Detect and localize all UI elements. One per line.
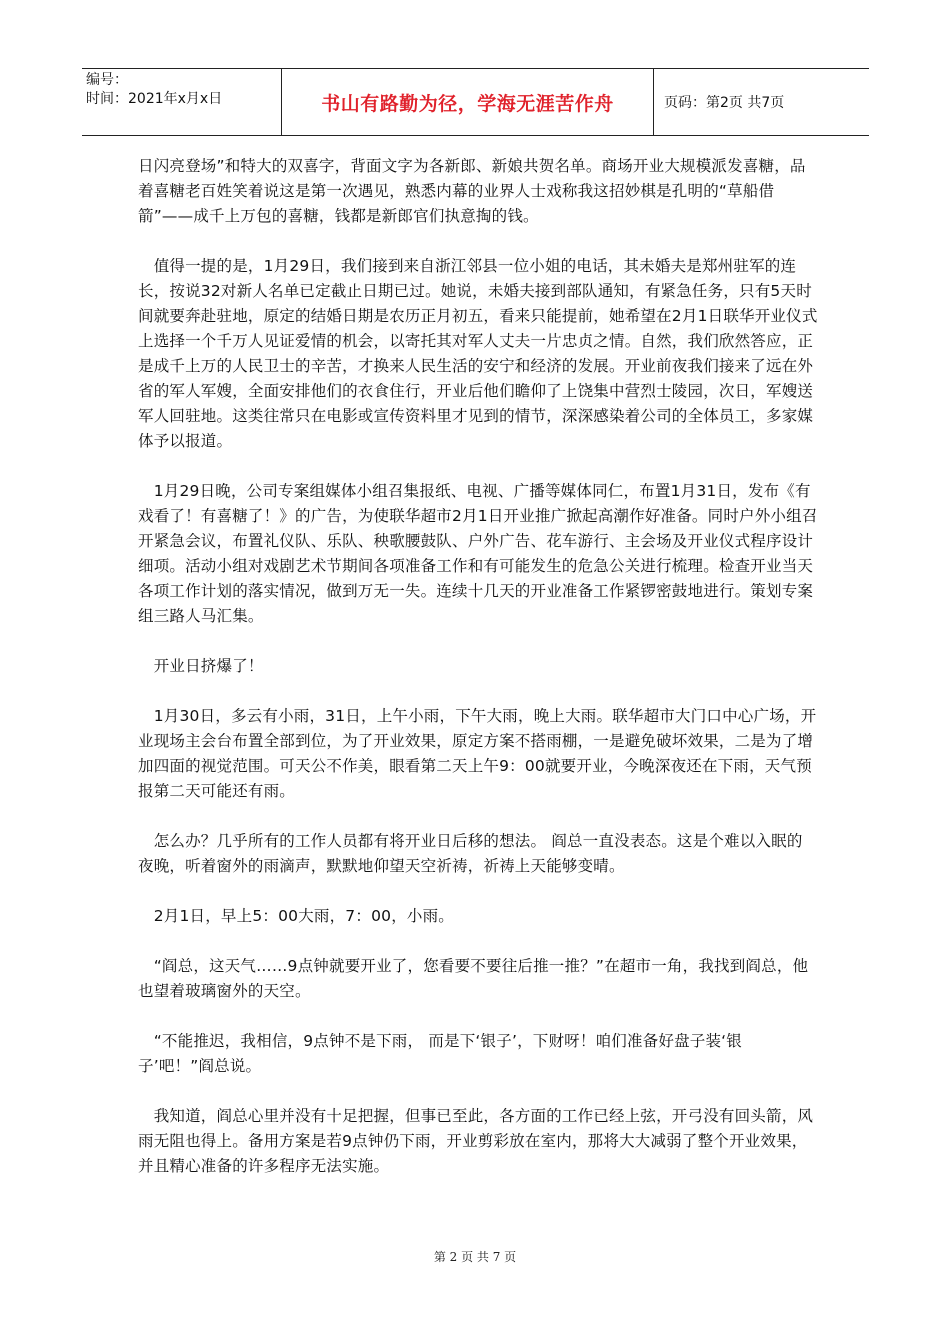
paragraph: 开业日挤爆了！ [138, 657, 264, 675]
paragraph: 1月30日，多云有小雨，31日，上午小雨，下午大雨，晚上大雨。联华超市大门口中心广场，开业现场主会台布置全部到位，为了开业效果，原定方案不搭雨棚，一是避免破坏效果，二是为了增加四面的视觉范围。可天公不作美，眼看第二天上午9：00就要开业，今晚深夜还在下雨，天气预报第二天可能还有雨。 [138, 707, 817, 800]
page-footer: 第 2 页 共 7 页 [433, 1250, 517, 1264]
paragraph: 2月1日，早上5：00大雨，7：00，小雨。 [138, 907, 454, 925]
time-label: 时间：2021年x月x日 [86, 91, 223, 107]
header-meta [82, 69, 282, 135]
paragraph: “不能推迟，我相信，9点钟不是下雨， 而是下‘银子’，下财呀！咱们准备好盘子装‘银子’吧！”阎总说。 [138, 1032, 743, 1075]
document-body [138, 154, 818, 1204]
document-header [82, 68, 869, 136]
paragraph: “阎总，这天气……9点钟就要开业了，您看要不要往后推一推？”在超市一角，我找到阎总，他也望着玻璃窗外的天空。 [138, 957, 809, 1000]
paragraph: 我知道，阎总心里并没有十足把握，但事已至此，各方面的工作已经上弦，开弓没有回头箭，风雨无阻也得上。备用方案是若9点钟仍下雨，开业剪彩放在室内，那将大大减弱了整个开业效果，并且精心准备的许多程序无法实施。 [138, 1107, 814, 1175]
number-label: 编号： [86, 72, 128, 88]
header-page-label: 页码：第2页 共7页 [664, 95, 785, 111]
paragraph: 1月29日晚，公司专案组媒体小组召集报纸、电视、广播等媒体同仁，布置1月31日，发布《有戏看了！有喜糖了！》的广告，为使联华超市2月1日开业推广掀起高潮作好准备。同时户外小组召开紧急会议，布置礼仪队、乐队、秧歌腰鼓队、户外广告、花车游行、主会场及开业仪式程序设计细项。活动小组对戏剧艺术节期间各项准备工作和有可能发生的危急公关进行梳理。检查开业当天各项工作计划的落实情况，做到万无一失。连续十几天的开业准备工作紧锣密鼓地进行。策划专案组三路人马汇集。 [138, 482, 818, 625]
paragraph: 值得一提的是，1月29日，我们接到来自浙江邻县一位小姐的电话，其未婚夫是郑州驻军的连长，按说32对新人名单已定截止日期已过。她说，未婚夫接到部队通知，有紧急任务，只有5天时间就要奔赴驻地，原定的结婚日期是农历正月初五，看来只能提前，她希望在2月1日联华开业仪式上选择一个千万人见证爱情的机会，以寄托其对军人丈夫一片忠贞之情。自然，我们欣然答应，正是成千上万的人民卫士的辛苦，才换来人民生活的安宁和经济的发展。开业前夜我们接来了远在外省的军人军嫂，全面安排他们的衣食住行，开业后他们瞻仰了上饶集中营烈士陵园，次日，军嫂送军人回驻地。这类往常只在电影或宣传资料里才见到的情节，深深感染着公司的全体员工，多家媒体予以报道。 [138, 257, 818, 450]
paragraph: 怎么办？几乎所有的工作人员都有将开业日后移的想法。 阎总一直没表态。这是个难以入眠的夜晚，听着窗外的雨滴声，默默地仰望天空祈祷，祈祷上天能够变晴。 [138, 832, 803, 875]
paragraph: 日闪亮登场”和特大的双喜字，背面文字为各新郎、新娘共贺名单。商场开业大规模派发喜糖，品着喜糖老百姓笑着说这是第一次遇见，熟悉内幕的业界人士戏称我这招妙棋是孔明的“草船借箭”——成千上万包的喜糖，钱都是新郎官们执意掏的钱。 [138, 157, 806, 225]
header-motto: 书山有路勤为径，学海无涯苦作舟 [282, 69, 654, 135]
